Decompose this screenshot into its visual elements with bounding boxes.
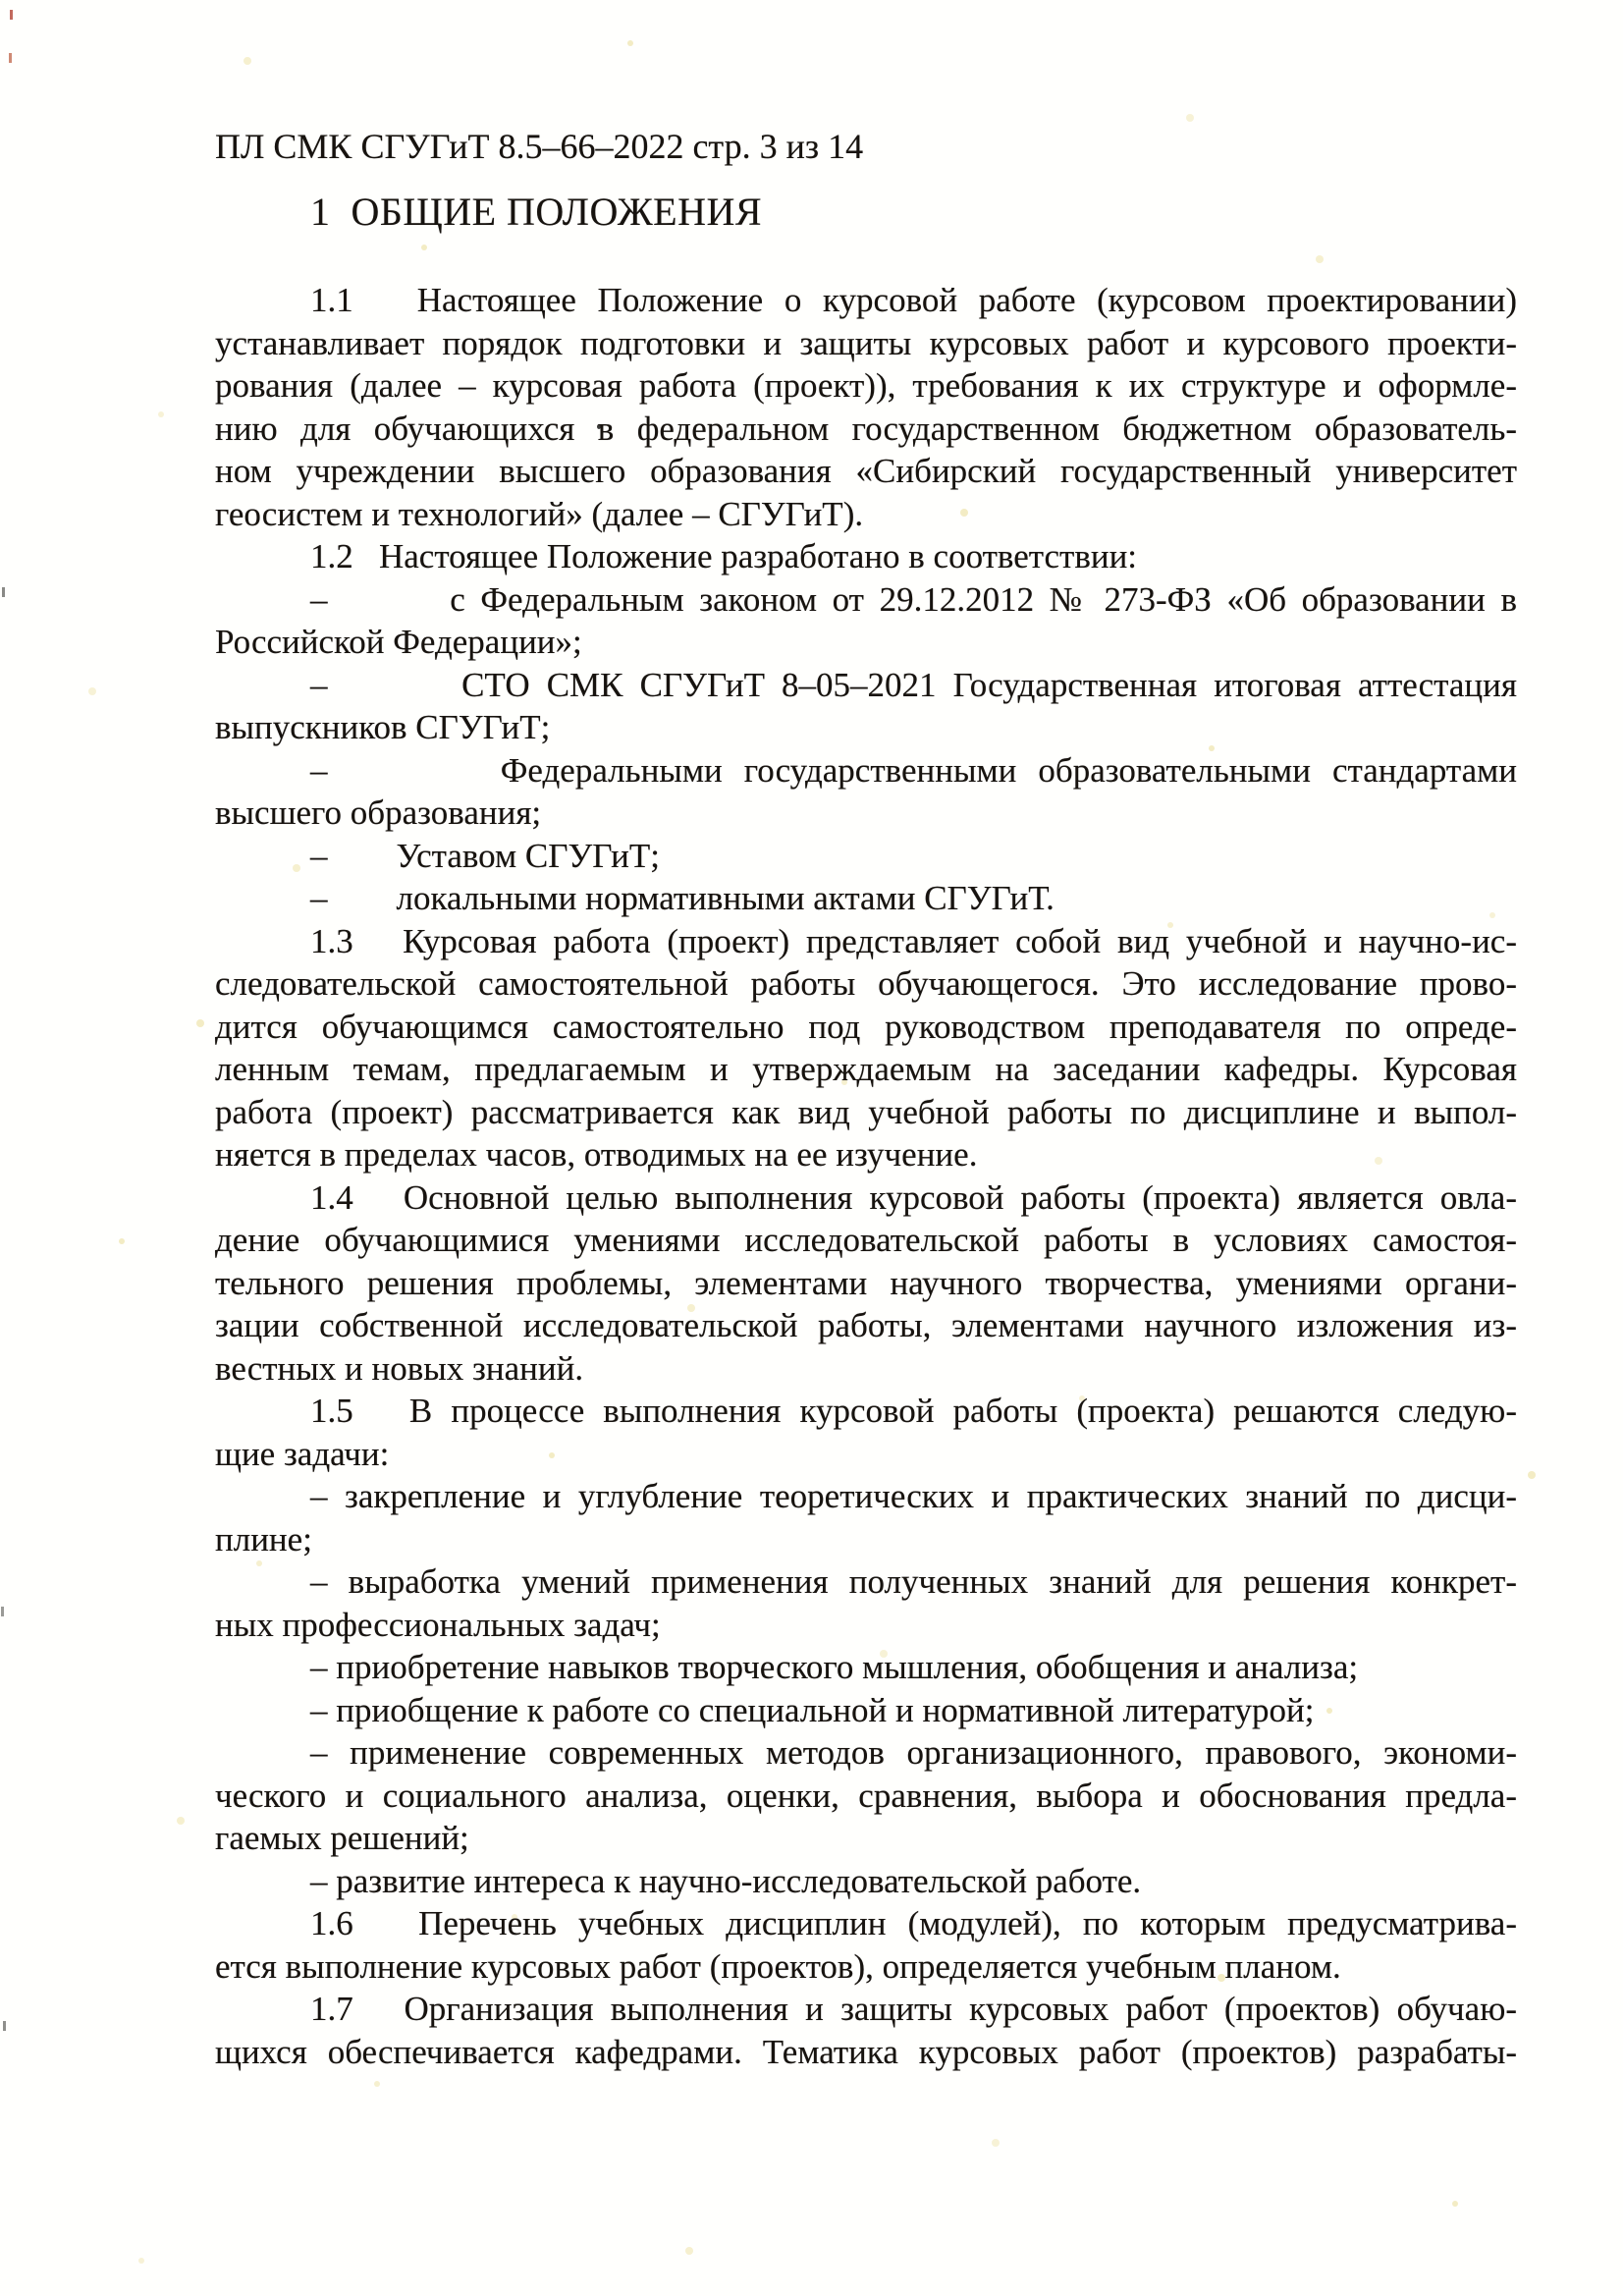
list-1-5-item-3-line-1: – приобретение навыков творческого мышления, обобщения и анализа; <box>310 1648 1359 1686</box>
para-1-5-line-1: 1.5 В процессе выполнения курсовой работы (проекта) решаются следую- <box>310 1392 1517 1430</box>
para-1-1-line-3: рования (далее – курсовая работа (проект)), требования к их структуре и оформле- <box>215 366 1517 405</box>
list-1-5-item-2-line-2: ных профессиональных задач; <box>215 1605 661 1644</box>
list-1-2-item-2-line-2: выпускников СГУГиТ; <box>215 708 551 746</box>
list-1-5-item-2-line-1: – выработка умений применения полученных знаний для решения конкрет- <box>310 1562 1517 1601</box>
para-1-2-line-1: 1.2 Настоящее Положение разработано в соответствии: <box>310 537 1138 575</box>
para-1-4-line-4: зации собственной исследовательской работы, элементами научного изложения из- <box>215 1306 1517 1344</box>
section-title: 1 ОБЩИЕ ПОЛОЖЕНИЯ <box>310 190 763 234</box>
list-1-2-item-3-line-1: – Федеральными государственными образовательными стандартами <box>310 750 1517 790</box>
para-1-4-line-5: вестных и новых знаний. <box>215 1348 584 1388</box>
para-1-7-line-1: 1.7 Организация выполнения и защиты курсовых работ (проектов) обучаю- <box>310 1990 1517 2028</box>
list-1-5-item-5-line-3: гаемых решений; <box>215 1819 469 1857</box>
para-1-4-line-1: 1.4 Основной целью выполнения курсовой работы (проекта) является овла- <box>310 1177 1517 1217</box>
list-1-5-item-1-line-1: – закрепление и углубление теоретических и практических знаний по дисци- <box>310 1477 1517 1515</box>
para-1-5-line-2: щие задачи: <box>215 1434 390 1473</box>
para-1-1-line-2: устанавливает порядок подготовки и защиты курсовых работ и курсового проекти- <box>215 323 1517 362</box>
para-1-4-line-3: тельного решения проблемы, элементами научного творчества, умениями органи- <box>215 1263 1517 1302</box>
list-1-2-item-4-line-1: – Уставом СГУГиТ; <box>310 836 660 875</box>
scan-edge-artifacts <box>0 0 3 10</box>
para-1-3-line-2: следовательской самостоятельной работы обучающегося. Это исследование прово- <box>215 964 1517 1003</box>
list-1-5-item-5-line-2: ческого и социального анализа, оценки, сравнения, выбора и обоснования предла- <box>215 1776 1517 1815</box>
page-header: ПЛ СМК СГУГиТ 8.5–66–2022 стр. 3 из 14 <box>215 127 864 166</box>
list-1-5-item-1-line-2: плине; <box>215 1519 312 1558</box>
para-1-3-line-1: 1.3 Курсовая работа (проект) представляет собой вид учебной и научно-ис- <box>310 921 1517 960</box>
list-1-5-item-5-line-1: – применение современных методов организационного, правового, экономи- <box>310 1733 1517 1772</box>
list-1-2-item-2-line-1: – СТО СМК СГУГиТ 8–05–2021 Государственная итоговая аттестация <box>310 665 1517 704</box>
para-1-1-line-6: геосистем и технологий» (далее – СГУГиТ). <box>215 494 864 533</box>
para-1-3-line-3: дится обучающимся самостоятельно под руководством преподавателя по опреде- <box>215 1007 1517 1046</box>
para-1-6-line-1: 1.6 Перечень учебных дисциплин (модулей), по которым предусматрива- <box>310 1904 1517 1942</box>
para-1-7-line-2: щихся обеспечивается кафедрами. Тематика курсовых работ (проектов) разрабаты- <box>215 2032 1517 2071</box>
para-1-1-line-1: 1.1 Настоящее Положение о курсовой работе (курсовом проектировании) <box>310 281 1517 319</box>
list-1-5-item-6-line-1: – развитие интереса к научно-исследовательской работе. <box>310 1861 1142 1900</box>
document-body <box>215 279 1517 2073</box>
para-1-4-line-2: дение обучающимися умениями исследовательской работы в условиях самостоя- <box>215 1221 1517 1259</box>
para-1-1-line-4: нию для обучающихся в федеральном государственном бюджетном образователь- <box>215 409 1517 448</box>
list-1-5-item-4-line-1: – приобщение к работе со специальной и нормативной литературой; <box>310 1690 1315 1729</box>
list-1-2-item-5-line-1: – локальными нормативными актами СГУГиТ. <box>310 879 1055 917</box>
para-1-3-line-5: работа (проект) рассматривается как вид учебной работы по дисциплине и выпол- <box>215 1092 1517 1131</box>
para-1-3-line-4: ленным темам, предлагаемым и утверждаемым на заседании кафедры. Курсовая <box>215 1050 1517 1088</box>
para-1-6-line-2: ется выполнение курсовых работ (проектов), определяется учебным планом. <box>215 1946 1341 1986</box>
list-1-2-item-1-line-2: Российской Федерации»; <box>215 623 582 661</box>
para-1-1-line-5: ном учреждении высшего образования «Сибирский государственный университет <box>215 452 1517 490</box>
list-1-2-item-1-line-1: – с Федеральным законом от 29.12.2012 № 273-ФЗ «Об образовании в <box>310 579 1517 619</box>
para-1-3-line-6: няется в пределах часов, отводимых на ее изучение. <box>215 1135 978 1174</box>
list-1-2-item-3-line-2: высшего образования; <box>215 793 542 832</box>
